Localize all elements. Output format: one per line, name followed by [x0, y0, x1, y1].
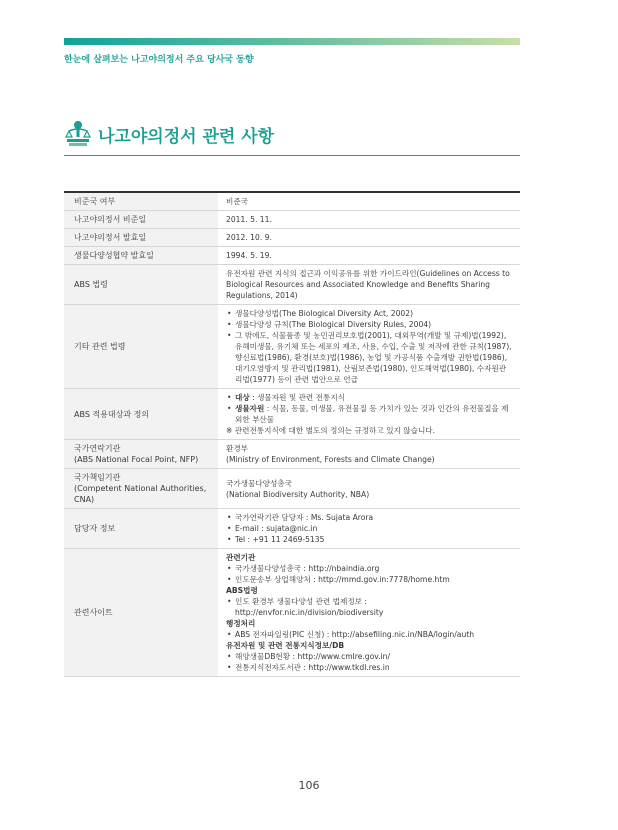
- link-item[interactable]: • ABS 전자파일링(PIC 신청) : http://absefiling.nic.in/NBA/login/auth: [226, 629, 512, 640]
- row-value: 2011. 5. 11.: [218, 211, 520, 229]
- note: ※ 관련전통지식에 대한 별도의 정의는 규정하고 있지 않습니다.: [226, 426, 436, 435]
- list-item: • 생물다양성법(The Biological Diversity Act, 2002): [226, 308, 512, 319]
- nagoya-info-table: [64, 191, 520, 677]
- row-value: [218, 469, 520, 509]
- list-item: • 생물다양성 규칙(The Biological Diversity Rules, 2004): [226, 319, 512, 330]
- row-label: 비준국 여부: [64, 192, 218, 211]
- table-row: [64, 229, 520, 247]
- term: 생물자원: [235, 404, 265, 413]
- subheading: ABS법령: [226, 586, 258, 595]
- row-value: 1994. 5. 19.: [218, 247, 520, 265]
- scales-books-icon: [64, 119, 92, 149]
- row-label: 나고야의정서 발효일: [64, 229, 218, 247]
- value-line: 국가생물다양성총국: [226, 478, 293, 488]
- label-line: (Competent National Authorities, CNA): [74, 484, 207, 504]
- table-row: [64, 509, 520, 549]
- definition: : 식물, 동물, 미생물, 유전물질 등 가치가 있는 것과 인간의 유전물질을 제외한 부산물: [235, 404, 509, 424]
- link-item[interactable]: • 전통지식전자도서관 : http://www.tkdl.res.in: [226, 662, 512, 673]
- table-row: [64, 469, 520, 509]
- value-line: 환경부: [226, 444, 249, 453]
- section-title: 나고야의정서 관련 사항: [98, 126, 275, 147]
- title-divider: [64, 155, 520, 156]
- table-row: [64, 389, 520, 440]
- running-header: 한눈에 살펴보는 나고야의정서 주요 당사국 동향: [64, 55, 254, 65]
- label-line: 국가책임기관: [74, 473, 121, 482]
- table-row: [64, 247, 520, 265]
- link-item[interactable]: • 해양생물DB현황 : http://www.cmlre.gov.in/: [226, 651, 512, 662]
- term: 대상: [235, 393, 250, 402]
- list-item: • E-mail : sujata@nic.in: [226, 523, 512, 534]
- value-line: (National Biodiversity Authority, NBA): [226, 489, 370, 499]
- value-line: (Ministry of Environment, Forests and Climate Change): [226, 455, 435, 464]
- row-value: [218, 389, 520, 440]
- row-label: 나고야의정서 비준일: [64, 211, 218, 229]
- subheading: 유전자원 및 관련 전통지식정보/DB: [226, 641, 345, 650]
- link-item[interactable]: • 인도문송부 상업해양처 : http://mmd.gov.in:7778/home.htm: [226, 574, 512, 585]
- row-value: 비준국: [218, 192, 520, 211]
- section-heading: [64, 117, 274, 151]
- row-label: [64, 440, 218, 469]
- label-line: (ABS National Focal Point, NFP): [74, 455, 199, 464]
- link-item[interactable]: • 인도 환경부 생물다양성 관련 법제정보 : http://envfor.nic.in/division/biodiversity: [226, 596, 512, 618]
- table-row: [64, 265, 520, 305]
- row-value: 유전자원 관련 지식의 접근과 이익공유를 위한 가이드라인(Guidelines on Access to Biological Resources and Associated Knowledge and Benefits Sharing Regulations, 2014): [218, 265, 520, 305]
- row-value: 2012. 10. 9.: [218, 229, 520, 247]
- list-item: • 국가연락기관 담당자 : Ms. Sujata Arora: [226, 512, 512, 523]
- subheading: 행정처리: [226, 619, 256, 628]
- row-label: 생물다양성협약 발효일: [64, 247, 218, 265]
- row-value: [218, 509, 520, 549]
- table-row: [64, 305, 520, 389]
- row-value: [218, 440, 520, 469]
- row-label: 기타 관련 법령: [64, 305, 218, 389]
- row-value: [218, 305, 520, 389]
- row-label: 관련사이트: [64, 549, 218, 677]
- list-item: • Tel : +91 11 2469-5135: [226, 534, 512, 545]
- link-item[interactable]: • 국가생물다양성총국 : http://nbaindia.org: [226, 563, 512, 574]
- row-label: 담당자 정보: [64, 509, 218, 549]
- table-row: [64, 211, 520, 229]
- page-number: 106: [298, 779, 320, 792]
- definition: : 생물자원 및 관련 전통지식: [252, 393, 345, 402]
- label-line: 국가연락기관: [74, 444, 121, 453]
- list-item: [226, 403, 512, 425]
- top-accent-bar: [64, 38, 520, 45]
- row-label: ABS 적용대상과 정의: [64, 389, 218, 440]
- row-value: [218, 549, 520, 677]
- table-row: [64, 549, 520, 677]
- list-item: [226, 392, 512, 403]
- subheading: 관련기관: [226, 553, 256, 562]
- list-item: • 그 밖에도, 식물품종 및 농민권리보호법(2001), 대외무역(개발 및 규제)법(1992), 유해미생물, 유기체 또는 세포의 제조, 사용, 수입, 수출 및 저작에 관한 규칙(1987), 향신료법(1986), 환경(보호)법(1986), 농업 및 가공식품 수출개발 권한법(1986), 대기오염방지 및 관리법(1981), 산림보존법(1980), 인도해역법(1980), 수자원관리법(1977) 등이 관련 법안으로 언급: [226, 330, 512, 385]
- table-row: [64, 440, 520, 469]
- row-label: [64, 469, 218, 509]
- table-row: [64, 192, 520, 211]
- row-label: ABS 법령: [64, 265, 218, 305]
